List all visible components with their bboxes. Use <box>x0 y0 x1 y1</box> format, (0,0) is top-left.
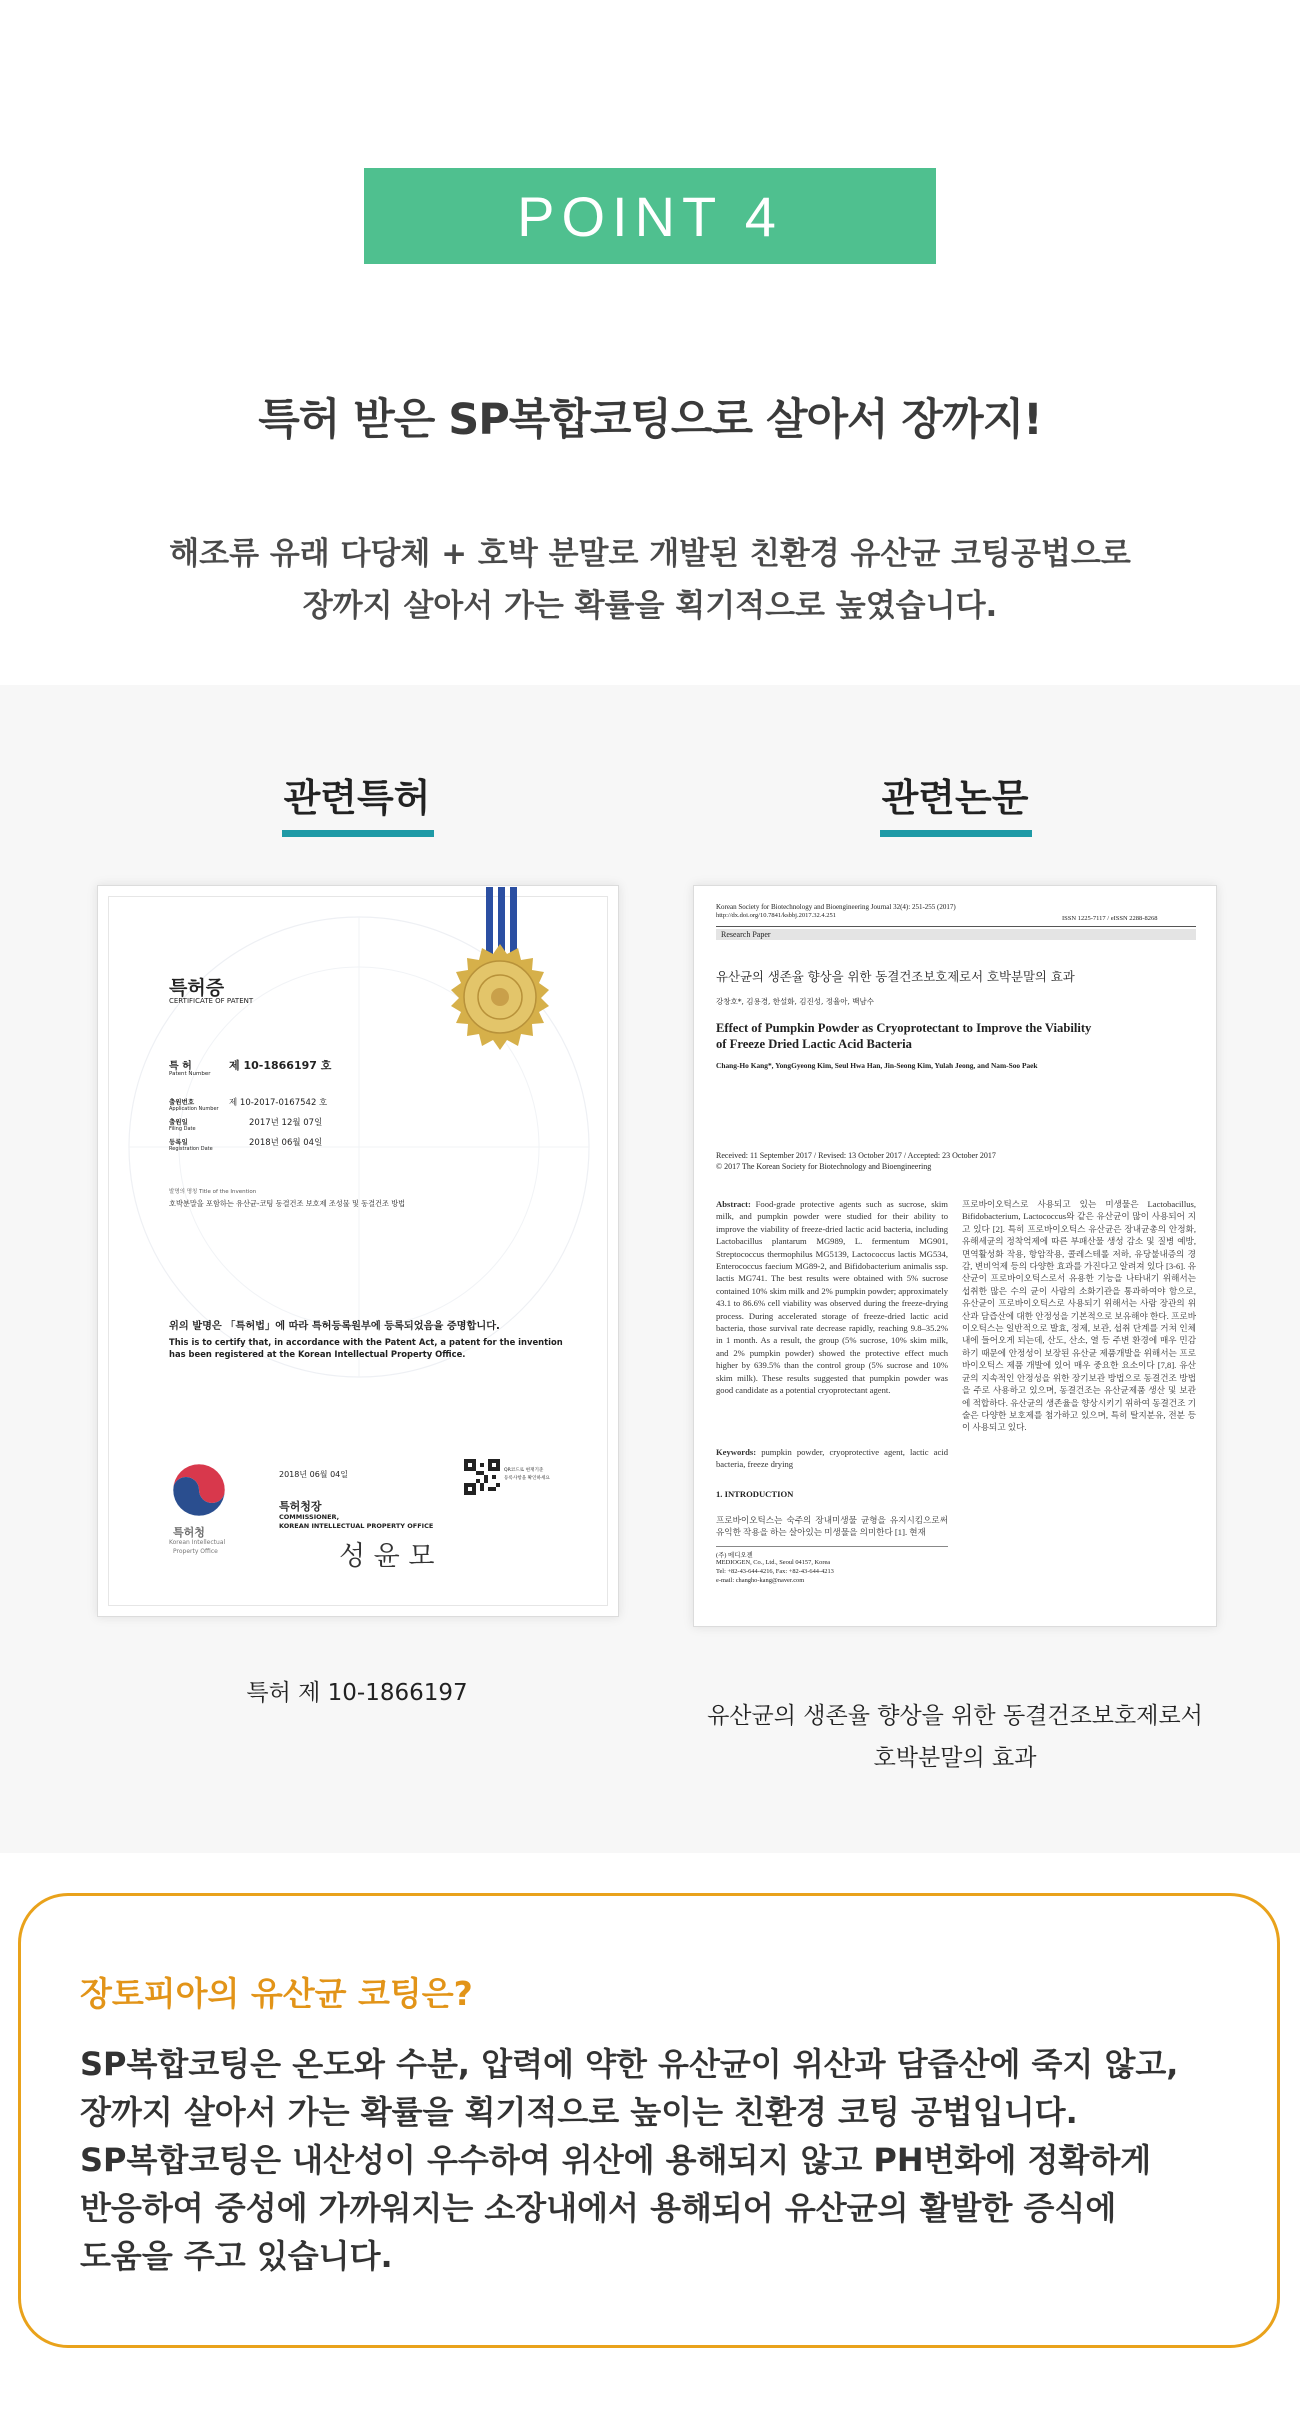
keywords-text: pumpkin powder, cryoprotective agent, lactic acid bacteria, freeze drying <box>716 1447 948 1470</box>
footnote-line2: MEDIOGEN, Co., Ltd., Seoul 04157, Korea <box>716 1559 831 1566</box>
footnote-line4: e-mail: changho-kang@naver.com <box>716 1577 805 1584</box>
paper-title-underline <box>880 830 1032 837</box>
info-box-body <box>80 2040 1230 2280</box>
patent-caption: 특허 제 10-1866197 <box>246 1680 468 1706</box>
journal-name: Korean Society for Biotechnology and Bioengineering Journal 32(4): 251-255 (2017) <box>716 903 956 911</box>
paper-title-en-line2: of Freeze Dried Lactic Acid Bacteria <box>716 1037 912 1051</box>
gold-seal-icon <box>445 942 555 1052</box>
info-box-title: 장토피아의 유산균 코팅은? <box>80 1974 473 2013</box>
filing-date-value: 2017년 12월 07일 <box>249 1118 323 1128</box>
qr-note-line1: QR코드로 현재기준 <box>504 1468 544 1473</box>
kipo-logo-ko: 특허청 <box>173 1526 205 1539</box>
issuing-office-en-line2: KOREAN INTELLECTUAL PROPERTY OFFICE <box>279 1522 434 1530</box>
paper-caption-line2: 호박분말의 효과 <box>873 1745 1037 1771</box>
research-paper-band <box>716 929 1196 940</box>
certificate-title-en: CERTIFICATE OF PATENT <box>169 997 254 1005</box>
paper-copyright: © 2017 The Korean Society for Biotechnology and Bioengineering <box>716 1162 932 1171</box>
paper-column-title: 관련논문 <box>881 776 1029 820</box>
issuing-office-ko: 특허청장 <box>279 1500 322 1513</box>
patent-column-title: 관련특허 <box>283 776 431 820</box>
patent-title-underline <box>282 830 434 837</box>
paper-title-en-line1: Effect of Pumpkin Powder as Cryoprotectant to Improve the Viability <box>716 1021 1092 1035</box>
qr-code-icon <box>464 1459 500 1495</box>
paper-authors-en: Chang-Ho Kang*, YongGyeong Kim, Seul Hwa Han, Jin-Seong Kim, Yulah Jeong, and Nam-Soo Paek <box>716 1061 1038 1070</box>
qr-note-line2: 등록사항을 확인하세요 <box>504 1476 550 1481</box>
header-rule <box>716 926 1196 927</box>
headline: 특허 받은 SP복합코팅으로 살아서 장까지! <box>258 395 1042 445</box>
certificate-statement-en-line1: This is to certify that, in accordance with the Patent Act, a patent for the invention <box>169 1337 563 1347</box>
signature: 성 윤 모 <box>339 1541 435 1572</box>
kipo-logo-icon <box>171 1462 227 1518</box>
patent-number-label: 특 허 <box>169 1061 192 1072</box>
application-number-label-en: Application Number <box>169 1106 219 1112</box>
invention-title-label: 발명의 명칭 Title of the Invention <box>169 1189 257 1195</box>
filing-date-label-en: Filing Date <box>169 1126 196 1132</box>
certificate-title: 특허증 <box>169 977 225 999</box>
paper-abstract <box>716 1198 948 1408</box>
paper-caption-line1: 유산균의 생존율 향상을 위한 동결건조보호제로서 <box>707 1703 1203 1729</box>
application-number-label: 출원번호 <box>169 1098 195 1106</box>
kipo-logo-en-line2: Property Office <box>173 1548 218 1555</box>
kipo-logo-en-line1: Korean Intellectual <box>169 1539 226 1546</box>
paper-keywords <box>716 1446 948 1471</box>
introduction-heading: 1. INTRODUCTION <box>716 1489 794 1499</box>
invention-title: 호박분말을 포함하는 유산균-코팅 동결건조 보호제 조성물 및 동결건조 방법 <box>169 1199 406 1208</box>
info-box-line: 반응하여 중성에 가까워지는 소장내에서 용해되어 유산균의 활발한 증식에 <box>80 2189 1117 2227</box>
subheadline-line2: 장까지 살아서 가는 확률을 획기적으로 높였습니다. <box>302 588 998 624</box>
info-box-line: SP복합코팅은 내산성이 우수하여 위산에 용해되지 않고 PH변화에 정확하게 <box>80 2141 1152 2179</box>
paper-authors-ko: 강창호*, 김용경, 한설화, 김진성, 정율아, 백남수 <box>716 997 874 1006</box>
paper-title-ko: 유산균의 생존율 향상을 위한 동결건조보호제로서 호박분말의 효과 <box>716 969 1075 984</box>
abstract-label: Abstract: <box>716 1199 751 1209</box>
certificate-statement-en-line2: has been registered at the Korean Intellectual Property Office. <box>169 1349 466 1359</box>
paper-right-column: 프로바이오틱스로 사용되고 있는 미생물은 Lactobacillus, Bifidobacterium, Lactococcus와 같은 유산균이 많이 사용되어 지고 있다 [2]. 특히 프로바이오틱스 유산균은 장내균총의 안정화, 유해세균의 정착억제에 따른 부패산물 생성 감소 및 질병 예방, 면역활성화 작용, 항암작용, 콜레스테롤 저하, 유당불내증의 경감, 변비억제 등의 다양한 효과를 가진다고 알려져 있다 [3-6]. 유산균이 프로바이오틱스로서 유용한 기능을 나타내기 위해서는 섭취한 많은 수의 균이 사람의 소화기관을 통과하여야 함으로, 유산균이 프로바이오틱스로 사용되기 위해서는 사람 장관의 위산과 담즙산에 대한 안정성을 기본적으로 보유해야 한다. 프로바이오틱스는 일반적으로 발효, 정제, 보관, 섭취 단계를 거쳐 인체 내에 들어오게 되는데, 산도, 산소, 열 등 주변 환경에 매우 민감하기 때문에 안정성이 보장된 유산균 제품개발을 위해서는 프로바이오틱스 제품 개발에 있어 매우 중요한 요소이다 [7,8]. 유산균의 지속적인 안정성을 위한 장기보관 방법으로 동결건조 방법을 주로 사용하고 있으며, 동결건조는 유산균제품 생산 및 보관에 적합하다. 유산균의 생존율을 향상시키기 위하여 동결건조 기술은 다양한 보호제를 첨가하고 있으며, 특히 탈지분유, 전분 등이 사용되고 있다. <box>962 1199 1196 1433</box>
info-box-line: SP복합코팅은 온도와 수분, 압력에 약한 유산균이 위산과 담즙산에 죽지 않고, <box>80 2045 1179 2083</box>
footnote-line3: Tel: +82-43-644-4216, Fax: +82-43-644-4213 <box>716 1568 834 1575</box>
paper-issn: ISSN 1225-7117 / eISSN 2288-8268 <box>1062 915 1158 922</box>
patent-certificate <box>97 885 619 1617</box>
filing-date-label: 출원일 <box>169 1118 188 1126</box>
paper-doi: http://dx.doi.org/10.7841/ksbbj.2017.32.4.251 <box>716 912 836 919</box>
subheadline <box>0 528 1300 632</box>
info-box-line: 장까지 살아서 가는 확률을 획기적으로 높이는 친환경 코팅 공법입니다. <box>80 2093 1078 2131</box>
registration-date-label: 등록일 <box>169 1138 188 1146</box>
registration-date-value: 2018년 06월 04일 <box>249 1138 323 1148</box>
patent-number-value: 제 10-1866197 호 <box>229 1059 332 1072</box>
paper-caption <box>640 1695 1270 1779</box>
keywords-label: Keywords: <box>716 1447 757 1457</box>
application-number-value: 제 10-2017-0167542 호 <box>229 1098 328 1108</box>
subheadline-line1: 해조류 유래 다당체 + 호박 분말로 개발된 친환경 유산균 코팅공법으로 <box>169 536 1131 572</box>
point-label: POINT 4 <box>517 184 783 248</box>
certificate-statement-ko: 위의 발명은 「특허법」에 따라 특허등록원부에 등록되었음을 증명합니다. <box>169 1321 500 1332</box>
research-paper-badge: Research Paper <box>721 930 771 939</box>
footnote-line1: (주) 메디오젠 <box>716 1552 753 1559</box>
introduction-text: 프로바이오틱스는 숙주의 장내미생물 균형을 유지시킴으로써 유익한 작용을 하는 살아있는 미생물을 의미한다 [1]. 현재 <box>716 1515 948 1538</box>
abstract-text: Food-grade protective agents such as sucrose, skim milk, and pumpkin powder were studied for their ability to improve the viability of freeze-dried lactic acid bacteria, including Lactobacillus plantarum MG989, L. fermentum MG901, Streptococcus thermophilus MG5139, Lactococcus lactis MG534, Enterococcus faecium MG89-2, and Bifidobacterium animalis ssp. lactis MG741. The best results were obtained with 5% sucrose contained 10% skim milk and 2% pumpkin powder; approximately 43.1 to 86.6% cell viability was observed during the freeze-drying process. During accelerated storage of freeze-dried lactic acid bacteria, those survival rate decrease rapidly, reaching 9.8–35.2% in 1 month. As a result, the group (5% sucrose, 10% skim milk, and 2% pumpkin powder) showed the protective effect much higher by 639.5% than the control group (5% sucrose and 10% skim milk). These results suggested that pumpkin powder was good candidate as a potential cryoprotectant agent. <box>716 1199 948 1396</box>
point-badge <box>364 168 936 264</box>
registration-date-label-en: Registration Date <box>169 1146 213 1152</box>
footnote-rule <box>716 1546 948 1547</box>
patent-number-label-en: Patent Number <box>169 1071 211 1077</box>
issue-date: 2018년 06월 04일 <box>279 1470 348 1479</box>
issuing-office-en-line1: COMMISSIONER, <box>279 1513 340 1521</box>
research-paper <box>693 885 1217 1627</box>
info-box-line: 도움을 주고 있습니다. <box>80 2237 393 2275</box>
paper-received-dates: Received: 11 September 2017 / Revised: 13 October 2017 / Accepted: 23 October 2017 <box>716 1151 996 1160</box>
